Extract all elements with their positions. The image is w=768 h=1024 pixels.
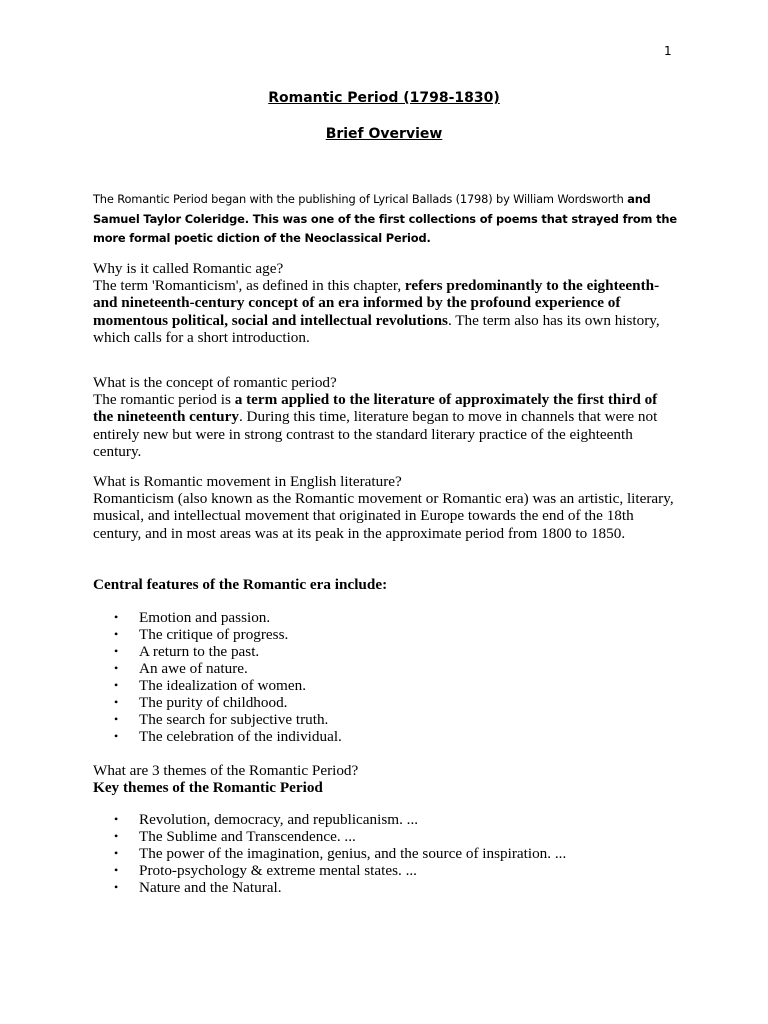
features-heading-text: Central features of the Romantic era include: (93, 576, 388, 593)
list-item: • Emotion and passion. (114, 609, 271, 626)
features-list (93, 609, 678, 745)
intro-text-1: The Romantic Period began with the publishing of Lyrical Ballads (1798) by William Wordsworth (93, 192, 624, 206)
answer-text-end: . During this time, literature began to move in channels that were not entirely new but were in strong contrast to the standard literary practice of the eighteenth century. (93, 408, 658, 460)
bullet-icon: • (114, 661, 119, 675)
question-heading: What is Romantic movement in English literature? (93, 473, 402, 490)
list-item: • The idealization of women. (114, 677, 307, 694)
list-item: • An awe of nature. (114, 660, 248, 677)
section-romantic-age (93, 260, 678, 346)
intro-text-2: and Samuel Taylor Coleridge (93, 192, 651, 226)
page-number: 1 (664, 44, 672, 58)
question-heading: Why is it called Romantic age? (93, 260, 284, 277)
answer-text: The term 'Romanticism', as defined in this chapter, (93, 277, 405, 295)
list-item: • Nature and the Natural. (114, 879, 282, 896)
list-item: • The search for subjective truth. (114, 711, 329, 728)
bullet-icon: • (114, 729, 119, 743)
intro-paragraph (93, 190, 683, 249)
answer-bold: a term applied to the literature of approximately the first third of the nineteenth century (93, 391, 658, 426)
section-concept (93, 374, 678, 460)
bullet-icon: • (114, 678, 119, 692)
intro-text-3: . This was one of the first collections of poems that strayed from the (244, 211, 677, 226)
list-item: • Revolution, democracy, and republicanism. ... (114, 811, 419, 828)
list-item: • The power of the imagination, genius, and the source of inspiration. ... (114, 845, 567, 862)
bullet-icon: • (114, 610, 119, 624)
bullet-icon: • (114, 829, 119, 843)
answer-text: The romantic period is (93, 391, 235, 409)
section-movement (93, 473, 678, 542)
intro-text-4: more formal poetic diction of the Neoclassical Period. (93, 231, 431, 245)
answer-text: Romanticism (also known as the Romantic movement or Romantic era) was an artistic, literary, musical, and intellectual movement that originated in Europe towards the end of the 18th century, and in most areas was at its peak in the approximate period from 1800 to 1850. (93, 490, 674, 542)
list-item: • The critique of progress. (114, 626, 289, 643)
section-themes (93, 762, 678, 796)
list-item: • The Sublime and Transcendence. ... (114, 828, 356, 845)
page-subtitle: Brief Overview (325, 126, 443, 142)
list-item: • The purity of childhood. (114, 694, 288, 711)
bullet-icon: • (114, 695, 119, 709)
answer-bold: refers predominantly to the eighteenth-and nineteenth-century concept of an era informed by the profound experience of momentous political, social and intellectual revolutions (93, 277, 660, 329)
bullet-icon: • (114, 627, 119, 641)
page-title: Romantic Period (1798-1830) (268, 90, 500, 106)
question-heading: What are 3 themes of the Romantic Period? (93, 762, 359, 779)
bullet-icon: • (114, 846, 119, 860)
list-item: • Proto-psychology & extreme mental states. ... (114, 862, 417, 879)
bullet-icon: • (114, 644, 119, 658)
bullet-icon: • (114, 863, 119, 877)
themes-list (93, 811, 678, 896)
answer-text-end: . The term also has its own history, which calls for a short introduction. (93, 311, 660, 346)
list-item: • The celebration of the individual. (114, 728, 342, 745)
bullet-icon: • (114, 712, 119, 726)
list-item: • A return to the past. (114, 643, 260, 660)
themes-heading: Key themes of the Romantic Period (93, 779, 323, 797)
features-heading (93, 576, 678, 593)
bullet-icon: • (114, 880, 119, 894)
question-heading: What is the concept of romantic period? (93, 374, 337, 391)
bullet-icon: • (114, 812, 119, 826)
